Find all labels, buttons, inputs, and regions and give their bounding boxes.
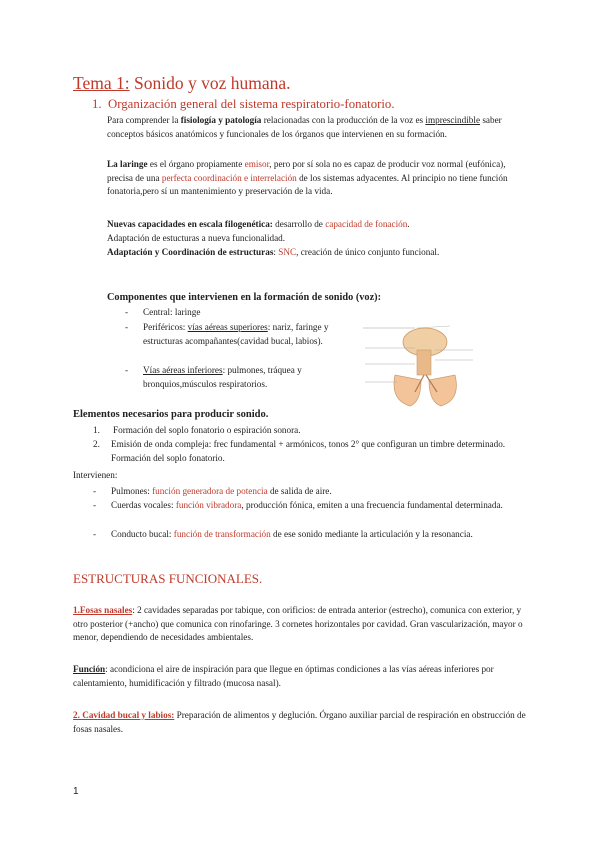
text: , pero por sí sola no es capaz de producir voz normal (eufónica), precisa de una xyxy=(107,159,506,183)
text: : pulmones, tráquea y bronquios,músculos respiratorios. xyxy=(143,365,302,389)
highlight: función vibradora xyxy=(175,500,242,510)
highlight: función generadora de potencia xyxy=(152,486,268,496)
list-item xyxy=(93,438,523,465)
bold-term: Adaptación y Coordinación de estructuras xyxy=(107,247,274,257)
list-item xyxy=(93,485,523,499)
respiratory-anatomy-figure xyxy=(355,320,480,410)
text: . xyxy=(407,219,410,229)
dash: - xyxy=(125,365,129,375)
label: Cuerdas vocales: xyxy=(111,500,176,510)
number: 2. xyxy=(93,439,100,449)
structure-title: 1.Fosas nasales xyxy=(73,605,133,615)
structure-function xyxy=(73,663,533,690)
bold-term: fisiología y patología xyxy=(180,115,262,125)
list-item xyxy=(93,499,523,513)
text: desarrollo de xyxy=(272,219,326,229)
dash: - xyxy=(93,529,97,539)
structure-cavidad-bucal xyxy=(73,709,533,736)
title-text: Sonido y voz humana. xyxy=(129,73,291,93)
section-title: Organización general del sistema respiratorio-fonatorio. xyxy=(108,97,395,111)
structures-heading: ESTRUCTURAS FUNCIONALES. xyxy=(73,571,263,586)
title-prefix: Tema 1: xyxy=(73,73,130,93)
intro-paragraph-1 xyxy=(107,114,517,141)
list-item-text: Formación del soplo fonatorio o espiración sonora. xyxy=(113,425,301,435)
list-item-text xyxy=(111,485,523,499)
section-heading-1 xyxy=(92,97,395,112)
components-heading: Componentes que intervienen en la formación de sonido (voz): xyxy=(107,292,381,303)
highlight: SNC xyxy=(278,247,297,257)
number: 1. xyxy=(93,425,100,435)
underlined-term: imprescindible xyxy=(425,115,481,125)
intro-paragraph-5 xyxy=(107,246,517,260)
text: de los sistemas adyacentes. Al principio no tiene función fonatoria,pero sí un mantenimiento y preservación de la vida. xyxy=(107,172,508,197)
structure-title: 2. Cavidad bucal y labios: xyxy=(73,710,175,720)
components-list xyxy=(125,306,355,406)
anatomy-illustration xyxy=(355,320,480,410)
page-number: 1 xyxy=(73,786,79,797)
list-item xyxy=(125,321,350,348)
list-item-text xyxy=(111,499,523,513)
text: : xyxy=(273,247,279,257)
text: de salida de aire. xyxy=(267,486,332,496)
highlight: función de transformación xyxy=(173,529,271,539)
label: Conducto bucal: xyxy=(111,529,174,539)
structure-fosas-nasales xyxy=(73,604,533,645)
list-item xyxy=(125,364,350,391)
text: Para comprender la xyxy=(107,115,181,125)
intervienen-label: Intervienen: xyxy=(73,470,118,480)
text: : nariz, faringe y estructuras acompañantes(cavidad bucal, labios). xyxy=(143,322,329,346)
dash: - xyxy=(93,486,97,496)
intro-paragraph-2 xyxy=(107,158,517,199)
label: Pulmones: xyxy=(111,486,153,496)
text: relacionadas con la producción de la voz es xyxy=(261,115,426,125)
list-item xyxy=(93,528,523,542)
bold-term: Nuevas capacidades en escala filogenética: xyxy=(107,219,273,229)
dash: - xyxy=(93,500,97,510)
intervienen-list xyxy=(93,485,523,560)
highlight: emisor xyxy=(244,159,270,169)
elements-numbered-list xyxy=(93,424,523,474)
highlight: capacidad de fonación xyxy=(325,219,408,229)
intro-paragraph-4: Adaptación de estucturas a nueva funcionalidad. xyxy=(107,233,286,243)
list-item-text xyxy=(143,364,350,391)
dash: - xyxy=(125,322,129,332)
text: , producción fónica, emiten a una frecuencia fundamental determinada. xyxy=(241,500,503,510)
bold-term: La laringe xyxy=(107,159,148,169)
text: saber conceptos básicos anatómicos y funcionales de los órganos que intervienen en su formación. xyxy=(107,115,502,139)
underlined-term: vías aéreas superiores xyxy=(187,322,268,332)
list-item-text xyxy=(111,528,523,542)
list-item-text: Emisión de onda compleja: frec fundamental + armónicos, tonos 2° que configuran un timbre determinado. Formación del soplo fonatorio. xyxy=(111,439,506,463)
text: , creación de único conjunto funcional. xyxy=(296,247,440,257)
function-text: : acondiciona el aire de inspiración para que llegue en óptimas condiciones a las vías aéreas inferiores por calentamiento, humidificación y filtrado (mucosa nasal). xyxy=(73,664,494,688)
structure-text: Preparación de alimentos y deglución. Órgano auxiliar parcial de respiración en obstrucción de fosas nasales. xyxy=(73,710,526,734)
text: es el órgano propiamente xyxy=(147,159,245,169)
elements-heading: Elementos necesarios para producir sonido. xyxy=(73,409,269,420)
page-title xyxy=(73,73,291,94)
underlined-term: Vías aéreas inferiores xyxy=(143,365,223,375)
text: de ese sonido mediante la articulación y la resonancia. xyxy=(270,529,473,539)
highlight: perfecta coordinación e interrelación xyxy=(161,172,297,183)
list-item-text: Central: laringe xyxy=(143,307,201,317)
section-number: 1. xyxy=(92,97,102,111)
dash: - xyxy=(125,307,129,317)
label: Periféricos: xyxy=(143,322,188,332)
intro-paragraph-3 xyxy=(107,218,517,232)
structure-text: : 2 cavidades separadas por tabique, con orificios: de entrada anterior (estrecho), comunica con exterior, y otro posterior (+ancho) que comunica con rinofaringe. 3 cornetes horizontales por cavidad. Gran vascularización, mayor o menor, dependiendo de necesidades ambientales. xyxy=(73,605,523,643)
list-item-text xyxy=(143,321,350,348)
function-label: Función xyxy=(73,664,106,674)
